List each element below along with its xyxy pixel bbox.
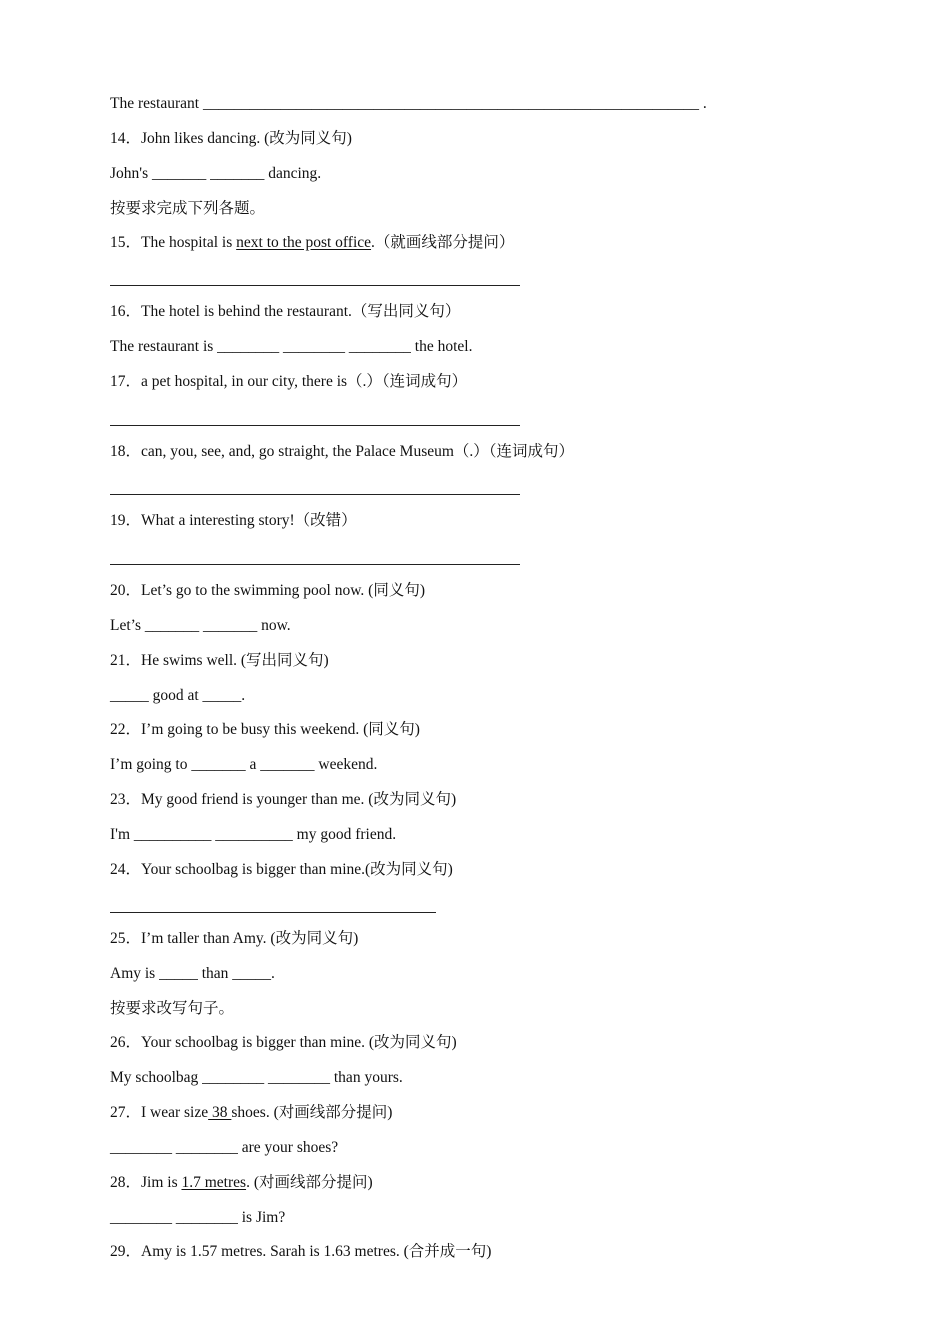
q24-answer-rule — [110, 912, 436, 913]
section-instruction-2: 按要求改写句子。 — [110, 1000, 235, 1017]
q28-text-start: 28．Jim is — [110, 1174, 182, 1191]
q28-text-end: . (对画线部分提问) — [246, 1174, 373, 1191]
q28-answer-line: ________ ________ is Jim? — [110, 1209, 286, 1226]
q18-prompt: 18．can, you, see, and, go straight, the Palace Museum（.）（连词成句） — [110, 443, 575, 460]
q25-prompt: 25．I’m taller than Amy. (改为同义句) — [110, 930, 359, 947]
q27-answer-line: ________ ________ are your shoes? — [110, 1139, 339, 1156]
q19-prompt: 19．What a interesting story!（改错） — [110, 512, 357, 529]
q17-answer-rule — [110, 425, 520, 426]
q27-text-end: shoes. (对画线部分提问) — [231, 1104, 393, 1121]
q16-prompt: 16．The hotel is behind the restaurant.（写出同义句） — [110, 303, 461, 320]
q17-prompt: 17．a pet hospital, in our city, there is（.）（连词成句） — [110, 373, 468, 390]
q27-prompt — [110, 1103, 392, 1123]
q26-answer-line: My schoolbag ________ ________ than yours. — [110, 1069, 403, 1086]
q23-prompt: 23．My good friend is younger than me. (改为同义句) — [110, 791, 457, 808]
q28-underlined-phrase: 1.7 metres — [181, 1174, 247, 1191]
q27-underlined-phrase: 38 — [208, 1104, 232, 1121]
q14-answer-line: John's _______ _______ dancing. — [110, 165, 322, 182]
q25-answer-line: Amy is _____ than _____. — [110, 965, 275, 982]
q21-prompt: 21．He swims well. (写出同义句) — [110, 652, 329, 669]
q27-text-start: 27．I wear size — [110, 1104, 209, 1121]
q19-answer-rule — [110, 564, 520, 565]
q28-prompt — [110, 1173, 373, 1193]
q22-prompt: 22．I’m going to be busy this weekend. (同义句) — [110, 721, 420, 738]
q18-answer-rule — [110, 494, 520, 495]
q15-text-end: .（就画线部分提问） — [371, 234, 515, 251]
q15-text-start: 15．The hospital is — [110, 234, 237, 251]
q14-prompt: 14．John likes dancing. (改为同义句) — [110, 130, 352, 147]
q22-answer-line: I’m going to _______ a _______ weekend. — [110, 756, 378, 773]
q26-prompt: 26．Your schoolbag is bigger than mine. (改为同义句) — [110, 1034, 457, 1051]
q29-prompt: 29．Amy is 1.57 metres. Sarah is 1.63 metres. (合并成一句) — [110, 1243, 492, 1260]
q21-answer-line: _____ good at _____. — [110, 687, 246, 704]
section-instruction: 按要求完成下列各题。 — [110, 200, 266, 217]
q24-prompt: 24．Your schoolbag is bigger than mine.(改为同义句) — [110, 861, 453, 878]
q15-underlined-phrase: next to the post office — [236, 234, 372, 251]
q15-answer-rule — [110, 285, 520, 286]
q20-answer-line: Let’s _______ _______ now. — [110, 617, 291, 634]
q20-prompt: 20．Let’s go to the swimming pool now. (同义句) — [110, 582, 426, 599]
q16-answer-line: The restaurant is ________ ________ ________ the hotel. — [110, 338, 473, 355]
q23-answer-line: I'm __________ __________ my good friend. — [110, 826, 397, 843]
q15-prompt — [110, 233, 514, 253]
q13-answer-line: The restaurant ________________________________________________________________ . — [110, 95, 707, 112]
